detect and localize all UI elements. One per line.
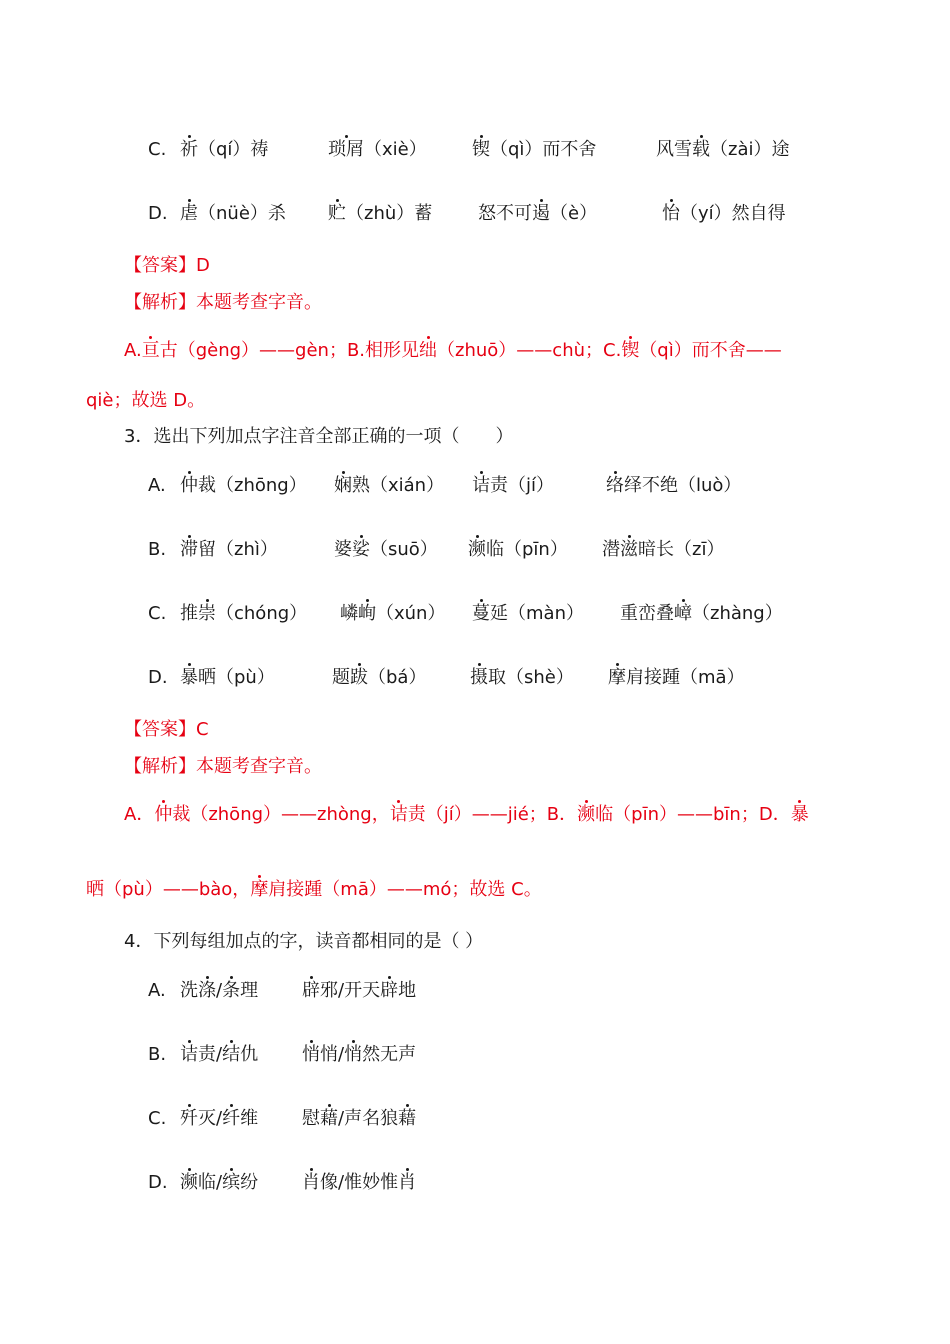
q2-analysis: 【解析】本题考查字音。: [124, 292, 322, 313]
option-item: 重峦叠嶂（zhàng）: [620, 603, 783, 624]
option-item: 题跋（bá）: [332, 667, 427, 688]
option-label: D.: [148, 667, 168, 688]
option-item: 怡（yí）然自得: [662, 203, 786, 224]
q2-answer: 【答案】D: [124, 255, 210, 276]
option-item: 诘责/结仇: [180, 1044, 259, 1065]
option-item: 慰藉/声名狼藉: [302, 1108, 417, 1129]
q2-explanation-line2: qiè；故选 D。: [86, 390, 206, 411]
option-item: 推崇（chóng）: [180, 603, 308, 624]
option-item: 濒临/缤纷: [180, 1172, 259, 1193]
option-label: D.: [148, 203, 168, 224]
option-item: 悄悄/悄然无声: [302, 1044, 417, 1065]
option-item: 辟邪/开天辟地: [302, 980, 417, 1001]
q3-explanation-line2: 晒（pù）——bào，摩肩接踵（mā）——mó；故选 C。: [86, 879, 542, 900]
option-label: A.: [148, 475, 166, 496]
option-item: 虐（nüè）杀: [180, 203, 286, 224]
option-item: 濒临（pīn）: [468, 539, 568, 560]
q3-answer: 【答案】C: [124, 719, 209, 740]
q4-title: 4．下列每组加点的字，读音都相同的是（ ）: [124, 931, 484, 952]
option-item: 蔓延（màn）: [472, 603, 584, 624]
option-item: 潜滋暗长（zī）: [602, 539, 725, 560]
option-item: 摄取（shè）: [470, 667, 574, 688]
option-item: 洗涤/条理: [180, 980, 259, 1001]
option-label: B.: [148, 539, 167, 560]
option-label: C.: [148, 1108, 167, 1129]
option-item: 娴熟（xián）: [334, 475, 445, 496]
option-item: 络绎不绝（luò）: [606, 475, 742, 496]
option-item: 锲（qì）而不舍: [472, 139, 597, 160]
q3-explanation-line1: A．仲裁（zhōng）——zhòng，诘责（jí）——jié；B．濒临（pīn）——bīn；D．暴: [124, 804, 809, 825]
q2-explanation-line1: A.亘古（gèng）——gèn；B.相形见绌（zhuō）——chù；C.锲（qì）而不舍——: [124, 340, 782, 361]
option-label: B.: [148, 1044, 167, 1065]
q3-title: 3．选出下列加点字注音全部正确的一项（ ）: [124, 426, 514, 447]
option-item: 怒不可遏（è）: [478, 203, 598, 224]
option-item: 仲裁（zhōng）: [180, 475, 307, 496]
option-label: A.: [148, 980, 166, 1001]
option-label: D.: [148, 1172, 168, 1193]
option-item: 婆娑（suō）: [334, 539, 438, 560]
option-item: 肖像/惟妙惟肖: [302, 1172, 417, 1193]
option-item: 摩肩接踵（mā）: [608, 667, 745, 688]
option-item: 歼灭/纤维: [180, 1108, 259, 1129]
option-item: 贮（zhù）蓄: [328, 203, 433, 224]
option-item: 琐屑（xiè）: [328, 139, 427, 160]
option-item: 暴晒（pù）: [180, 667, 275, 688]
option-item: 风雪载（zài）途: [656, 139, 790, 160]
q3-analysis: 【解析】本题考查字音。: [124, 756, 322, 777]
option-item: 滞留（zhì）: [180, 539, 278, 560]
option-label: C.: [148, 603, 167, 624]
option-item: 嶙峋（xún）: [340, 603, 446, 624]
option-item: 诘责（jí）: [472, 475, 555, 496]
option-label: C.: [148, 139, 167, 160]
option-item: 祈（qí）祷: [180, 139, 269, 160]
